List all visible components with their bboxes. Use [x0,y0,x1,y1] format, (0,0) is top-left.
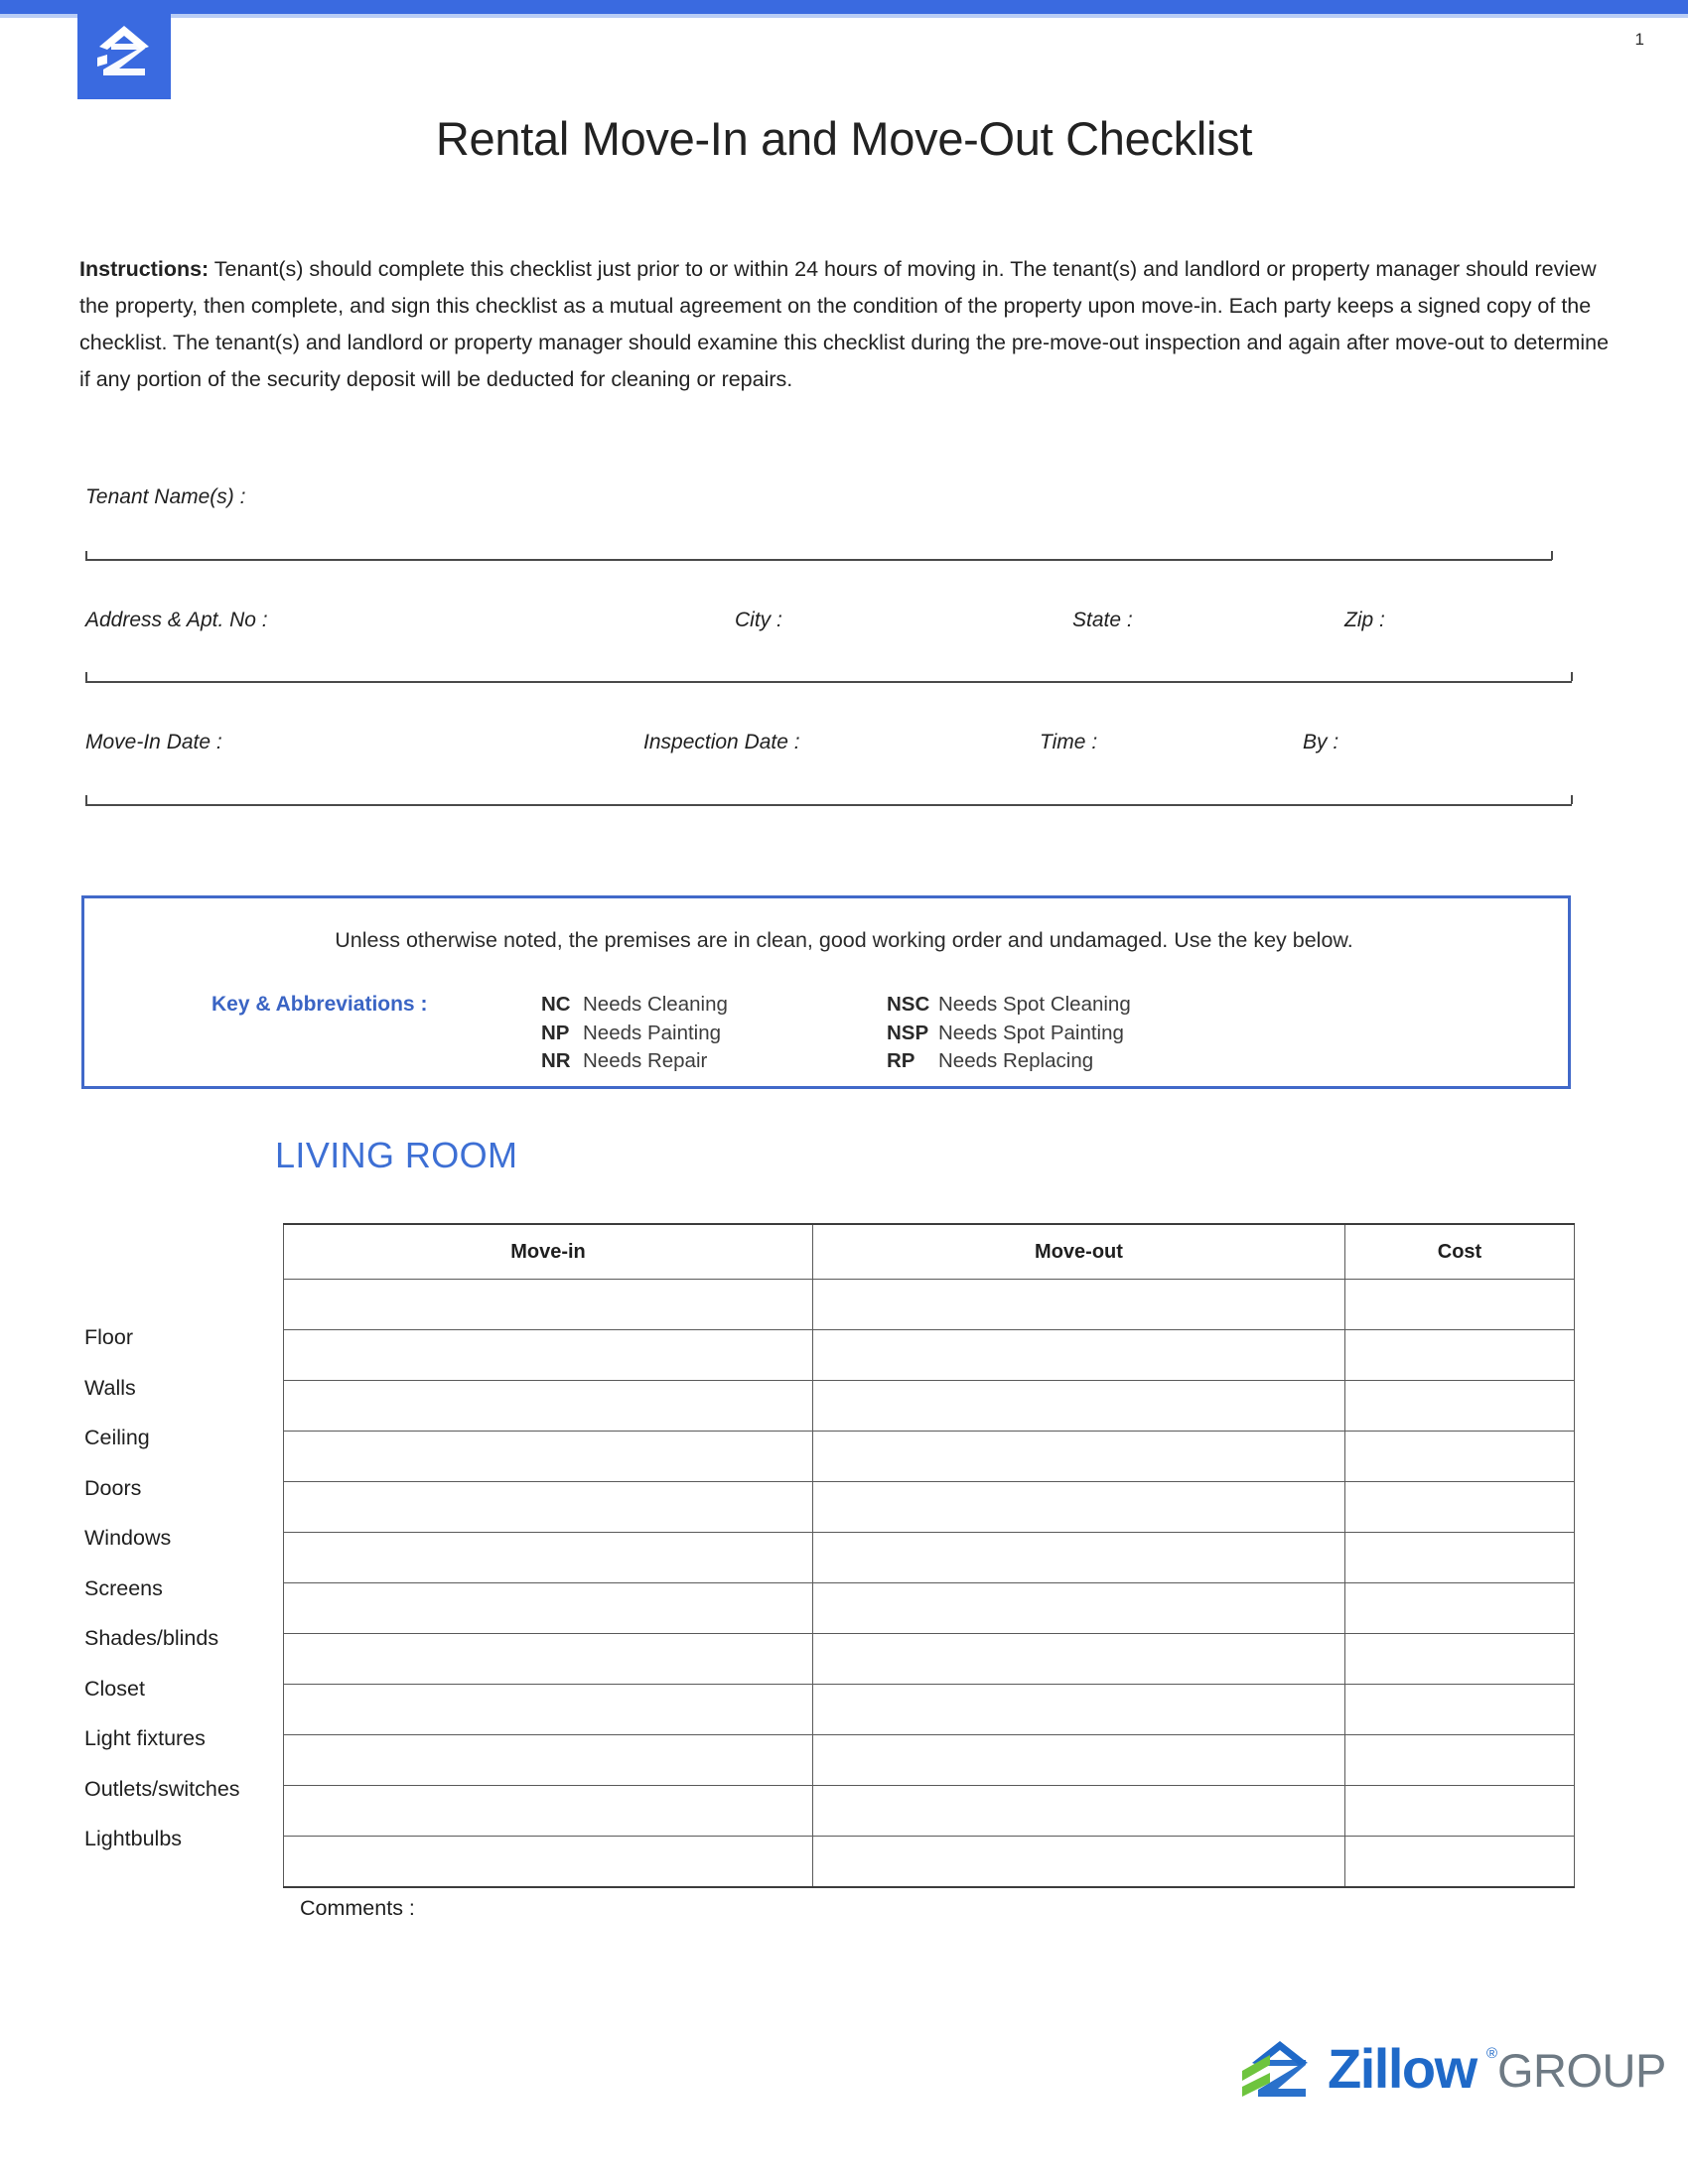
move-in-input-rule[interactable] [85,804,1572,806]
cell-move-in[interactable] [284,1685,813,1735]
key-meaning: Needs Painting [583,1021,722,1044]
table-row [284,1837,1575,1888]
cell-move-in[interactable] [284,1786,813,1837]
cell-move-in[interactable] [284,1634,813,1685]
table-row [284,1685,1575,1735]
row-label-windows: Windows [84,1526,172,1550]
row-label-screens: Screens [84,1576,163,1600]
tenant-name-label: Tenant Name(s) : [85,485,246,508]
key-abbr: NC [541,993,571,1016]
cell-move-in[interactable] [284,1482,813,1533]
key-abbreviations-title: Key & Abbreviations : [211,993,428,1016]
cell-cost[interactable] [1345,1280,1575,1330]
table-row [284,1634,1575,1685]
address-rule-cap-left [85,672,87,681]
cell-move-in[interactable] [284,1330,813,1381]
page-number: 1 [1634,30,1644,49]
key-column-right [887,991,1131,1076]
zillow-z-house-icon [77,14,171,99]
key-abbr: NSC [887,993,930,1016]
cell-move-out[interactable] [813,1533,1345,1583]
key-abbr: NR [541,1049,571,1072]
cell-move-out[interactable] [813,1685,1345,1735]
row-label-doors: Doors [84,1476,142,1500]
cell-cost[interactable] [1345,1330,1575,1381]
table-row [284,1330,1575,1381]
top-accent-bar-soft [0,14,1688,18]
key-meaning: Needs Replacing [938,1049,1094,1072]
row-label-light-fixtures: Light fixtures [84,1726,206,1750]
address-input-rule[interactable] [85,681,1572,683]
row-label-closet: Closet [84,1677,145,1701]
inspection-date-label: Inspection Date : [643,731,800,753]
table-row [284,1432,1575,1482]
cell-cost[interactable] [1345,1735,1575,1786]
by-label: By : [1303,731,1339,753]
cell-move-in[interactable] [284,1432,813,1482]
row-label-outlets-switches: Outlets/switches [84,1777,240,1801]
cell-move-out[interactable] [813,1482,1345,1533]
table-header-row [284,1224,1575,1280]
key-column-left [541,991,728,1076]
zillow-group-logo-icon [1236,2035,1666,2115]
cell-move-in[interactable] [284,1837,813,1888]
cell-move-out[interactable] [813,1837,1345,1888]
cell-cost[interactable] [1345,1533,1575,1583]
cell-move-in[interactable] [284,1381,813,1432]
cell-cost[interactable] [1345,1381,1575,1432]
state-label: State : [1072,609,1133,631]
key-abbr: RP [887,1049,915,1072]
key-item [887,991,1131,1020]
cell-cost[interactable] [1345,1786,1575,1837]
key-meaning: Needs Repair [583,1049,708,1072]
zip-label: Zip : [1344,609,1385,631]
city-label: City : [735,609,782,631]
cell-move-out[interactable] [813,1735,1345,1786]
key-item [541,1047,728,1076]
cell-move-out[interactable] [813,1634,1345,1685]
key-meaning: Needs Spot Painting [938,1021,1124,1044]
instructions-body-text: Tenant(s) should complete this checklist just prior to or within 24 hours of moving in. The tenant(s) and landlord or property manager should review the property, then complete, and sign this checklist as a mutual agreement on the condition of the property upon move-in. Each party keeps a signed copy of the checklist. The tenant(s) and landlord or property manager should examine this checklist during the pre-move-out inspection and again after move-out to determine if any portion of the security deposit will be deducted for cleaning or repairs. [79,257,1610,391]
row-label-floor: Floor [84,1325,133,1349]
cell-move-in[interactable] [284,1280,813,1330]
zillow-wordmark: Zillow [1328,2037,1477,2100]
cell-move-in[interactable] [284,1533,813,1583]
cell-move-out[interactable] [813,1280,1345,1330]
cell-move-out[interactable] [813,1381,1345,1432]
column-header-cost: Cost [1345,1224,1575,1280]
move-in-date-label: Move-In Date : [85,731,222,753]
cell-cost[interactable] [1345,1432,1575,1482]
registered-mark-icon: ® [1486,2045,1498,2062]
cell-cost[interactable] [1345,1482,1575,1533]
table-row [284,1533,1575,1583]
row-label-shades-blinds: Shades/blinds [84,1626,219,1650]
table-row [284,1583,1575,1634]
key-item [541,991,728,1020]
cell-move-out[interactable] [813,1432,1345,1482]
table-row [284,1786,1575,1837]
address-rule-cap-right [1571,672,1573,681]
cell-move-out[interactable] [813,1330,1345,1381]
section-heading-living-room: LIVING ROOM [275,1135,518,1175]
comments-label: Comments : [300,1896,415,1920]
move-in-rule-cap-right [1571,795,1573,804]
cell-move-out[interactable] [813,1583,1345,1634]
premises-condition-note: Unless otherwise noted, the premises are in clean, good working order and undamaged. Use the key below. [335,928,1353,952]
column-header-move-in: Move-in [284,1224,813,1280]
key-abbr: NP [541,1021,570,1044]
zillow-z-house-mark-icon [1236,2035,1326,2105]
top-accent-bar [0,0,1688,14]
cell-cost[interactable] [1345,1583,1575,1634]
key-item [887,1047,1131,1076]
instructions-lead-label: Instructions: [79,257,210,281]
time-label: Time : [1040,731,1098,753]
cell-cost[interactable] [1345,1634,1575,1685]
cell-move-out[interactable] [813,1786,1345,1837]
table-row [284,1482,1575,1533]
address-label: Address & Apt. No : [85,609,268,631]
key-item [887,1020,1131,1048]
cell-cost[interactable] [1345,1685,1575,1735]
key-meaning: Needs Cleaning [583,993,728,1016]
cell-move-in[interactable] [284,1735,813,1786]
tenant-name-input-rule[interactable] [85,559,1552,561]
row-label-walls: Walls [84,1376,136,1400]
row-label-lightbulbs: Lightbulbs [84,1827,183,1850]
living-room-checklist-table [283,1223,1575,1888]
cell-move-in[interactable] [284,1583,813,1634]
row-label-ceiling: Ceiling [84,1426,150,1449]
key-item [541,1020,728,1048]
tenant-name-rule-cap-right [1551,551,1553,560]
table-row [284,1381,1575,1432]
table-row [284,1735,1575,1786]
key-abbr: NSP [887,1021,929,1044]
instructions-paragraph [79,251,1623,398]
page-title: Rental Move-In and Move-Out Checklist [435,112,1253,165]
key-meaning: Needs Spot Cleaning [938,993,1131,1016]
group-wordmark: GROUP [1497,2044,1666,2097]
table-row [284,1280,1575,1330]
column-header-move-out: Move-out [813,1224,1345,1280]
cell-cost[interactable] [1345,1837,1575,1888]
move-in-rule-cap-left [85,795,87,804]
